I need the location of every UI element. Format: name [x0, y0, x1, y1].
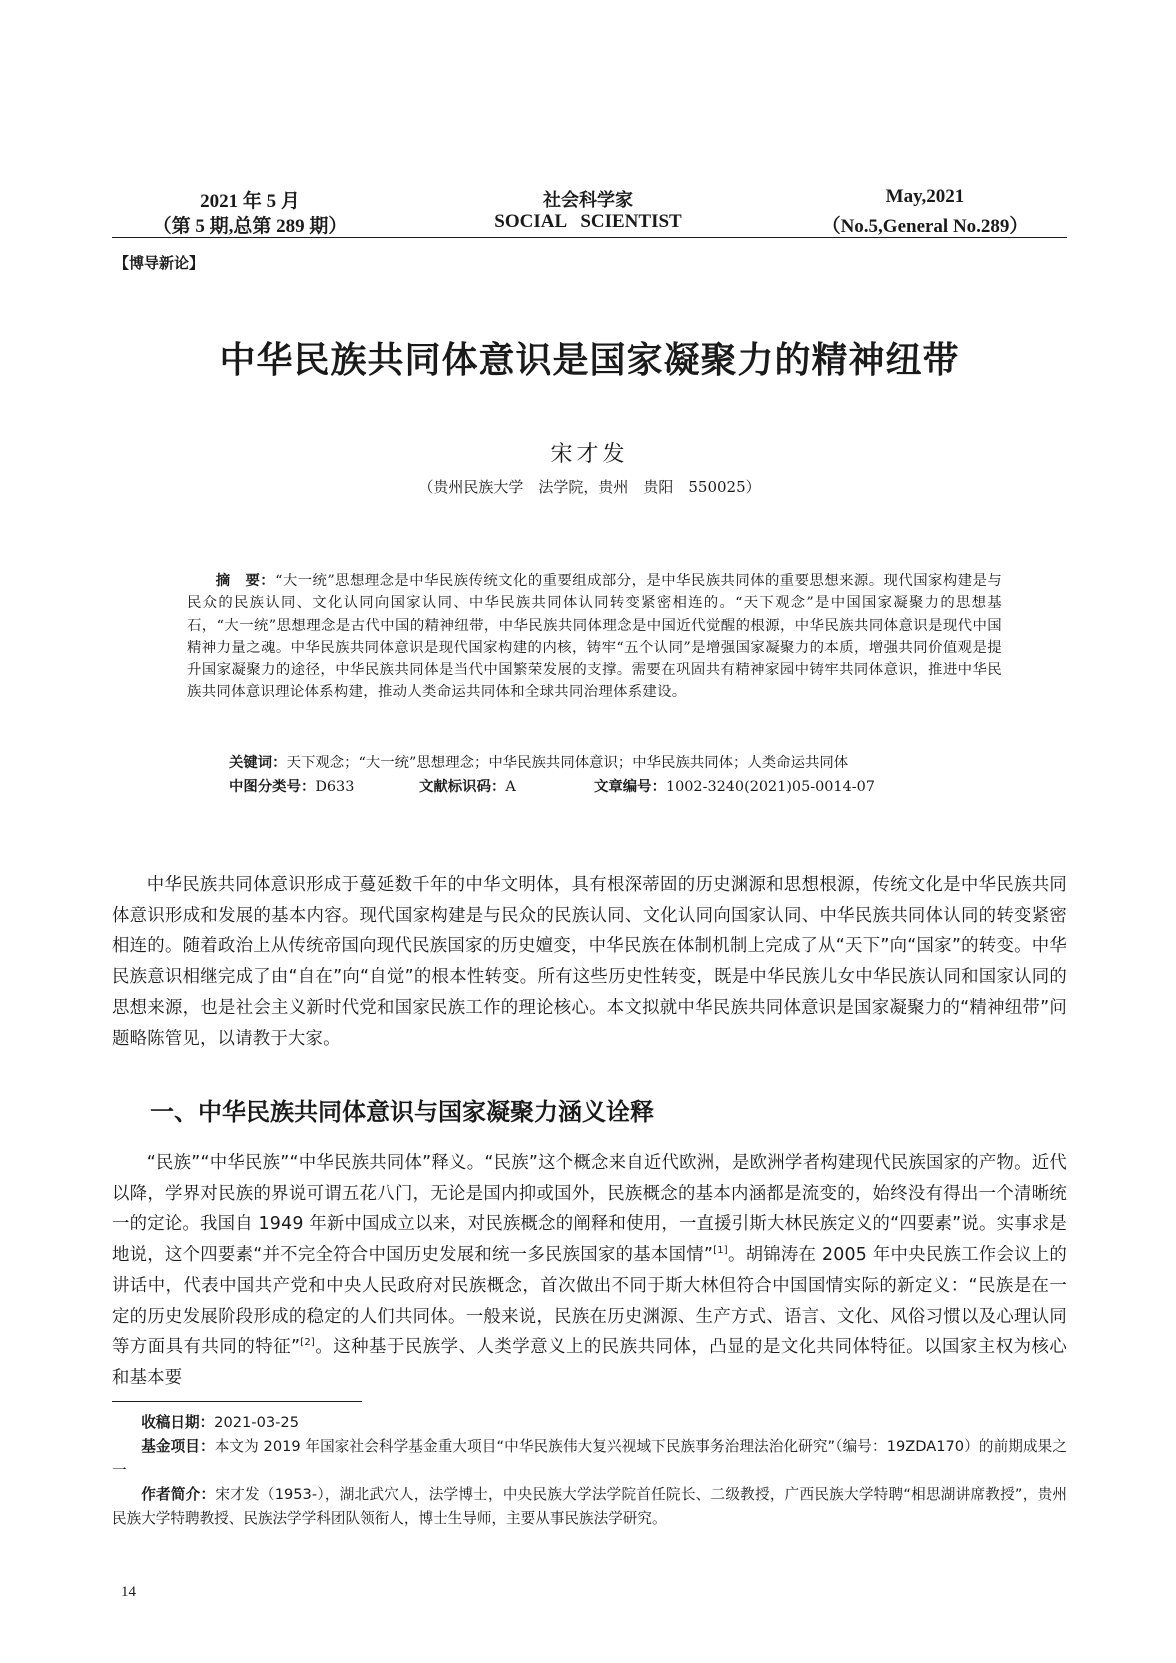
- doc-code-label: 文献标识码：: [419, 779, 506, 795]
- abstract-label: 摘 要：: [215, 573, 276, 589]
- intro-paragraph-text: 中华民族共同体意识形成于蔓延数千年的中华文明体，具有根深蒂固的历史渊源和思想根源，传统文化是中华民族共同体意识形成和发展的基本内容。现代国家构建是与民众的民族认同、文化认同向国家认同、中华民族共同体认同的转变紧密相连的。随着政治上从传统帝国向现代民族国家的历史嬗变，中华民族在体制机制上完成了从“天下”向“国家”的转变。中华民族意识相继完成了由“自在”向“自觉”的根本性转变。所有这些历史性转变，既是中华民族儿女中华民族认同和国家认同的思想来源，也是社会主义新时代党和国家民族工作的理论核心。本文拟就中华民族共同体意识是国家凝聚力的“精神纽带”问题略陈管见，以请教于大家。: [112, 875, 1067, 1049]
- keywords-text: 天下观念；“大一统”思想理念；中华民族共同体意识；中华民族共同体；人类命运共同体: [286, 755, 849, 771]
- abstract-text: “大一统”思想理念是中华民族传统文化的重要组成部分，是中华民族共同体的重要思想来源。现代国家构建是与民众的民族认同、文化认同向国家认同、中华民族共同体认同转变紧密相连的。“天下观念”是中国国家凝聚力的思想基石，“大一统”思想理念是古代中国的精神纽带，中华民族共同体理念是中国近代觉醒的根源，中华民族共同体意识是现代中国精神力量之魂。中华民族共同体意识是现代国家构建的内核，铸牢“五个认同”是增强国家凝聚力的本质，增强共同价值观是提升国家凝聚力的途径，中华民族共同体是当代中国繁荣发展的支撑。需要在巩固共有精神家园中铸牢共同体意识，推进中华民族共同体意识理论体系构建，推动人类命运共同体和全球共同治理体系建设。: [187, 573, 1003, 701]
- journal-name-en: SOCIAL SCIENTIST: [494, 211, 682, 232]
- fund-text: 本文为 2019 年国家社会科学基金重大项目“中华民族伟大复兴视域下民族事务治理法治化研究”（编号：19ZDA170）的前期成果之一: [112, 1438, 1067, 1479]
- citation-ref-2[interactable]: [2]: [300, 1337, 316, 1349]
- article-title: 中华民族共同体意识是国家凝聚力的精神纽带: [219, 340, 960, 381]
- author-affiliation: （贵州民族大学 法学院，贵州 贵阳 550025）: [418, 478, 761, 496]
- column-tag: 【博导新论】: [114, 254, 205, 272]
- section1-text-part2: 。胡锦涛在 2005 年中央民族工作会议上的讲话中，代表中国共产党和中央人民政府对民族概念，首次做出不同于斯大林但符合中国国情实际的新定义：“民族是在一定的历史发展阶段形成的稳定的人们共同体。一般来说，民族在历史渊源、生产方式、语言、文化、风俗习惯以及心理认同等方面具有共同的特征”: [112, 1245, 1067, 1358]
- clc-value: D633: [315, 779, 355, 795]
- journal-name-cn: 社会科学家: [543, 190, 633, 211]
- received-label: 收稿日期：: [141, 1414, 215, 1431]
- header-date-en: May,2021: [885, 186, 965, 207]
- section-heading-1: 一、中华民族共同体意识与国家凝聚力涵义诠释: [150, 1098, 654, 1126]
- header-issue-en: （No.5,General No.289）: [821, 216, 1029, 237]
- author-name: 宋才发: [550, 442, 629, 467]
- header-issue: （第 5 期,总第 289 期）: [152, 216, 348, 237]
- keywords: [229, 751, 848, 772]
- bio-label: 作者简介：: [141, 1486, 216, 1503]
- clc-label: 中图分类号：: [229, 779, 316, 795]
- footnotes: [112, 1411, 1067, 1531]
- fund-label: 基金项目：: [141, 1438, 215, 1455]
- section1-text-part1: “民族”“中华民族”“中华民族共同体”释义。“民族”这个概念来自近代欧洲，是欧洲学者构建现代民族国家的产物。近代以降，学界对民族的界说可谓五花八门，无论是国内抑或国外，民族概念的基本内涵都是流变的，始终没有得出一个清晰统一的定论。我国自 1949 年新中国成立以来，对民族概念的阐释和使用，一直援引斯大林民族定义的“四要素”说。实事求是地说，这个四要素“并不完全符合中国历史发展和统一多民族国家的基本国情”: [112, 1153, 1067, 1266]
- abstract: [187, 570, 1002, 704]
- article-number-label: 文章编号：: [594, 779, 666, 795]
- intro-paragraph: [112, 870, 1067, 1054]
- doc-code-value: A: [505, 779, 516, 795]
- citation-ref-1[interactable]: [1]: [713, 1245, 728, 1257]
- page-number: 14: [121, 1584, 136, 1600]
- article-number-value: 1002-3240(2021)05-0014-07: [665, 779, 875, 795]
- header-rule: [112, 237, 1067, 238]
- classification-line: [229, 775, 875, 796]
- footnote-rule: [112, 1401, 362, 1402]
- received-date: 2021-03-25: [214, 1414, 299, 1431]
- header-date: 2021 年 5 月: [200, 191, 300, 212]
- section1-text-part3: 。这种基于民族学、人类学意义上的民族共同体，凸显的是文化共同体特征。以国家主权为核心和基本要: [112, 1337, 1068, 1388]
- bio-text: 宋才发（1953-），湖北武穴人，法学博士，中央民族大学法学院首任院长、二级教授，广西民族大学特聘“相思湖讲席教授”，贵州民族大学特聘教授、民族法学学科团队领衔人，博士生导师，主要从事民族法学研究。: [112, 1486, 1067, 1527]
- section1-paragraph: [112, 1148, 1067, 1394]
- keywords-label: 关键词：: [229, 755, 287, 771]
